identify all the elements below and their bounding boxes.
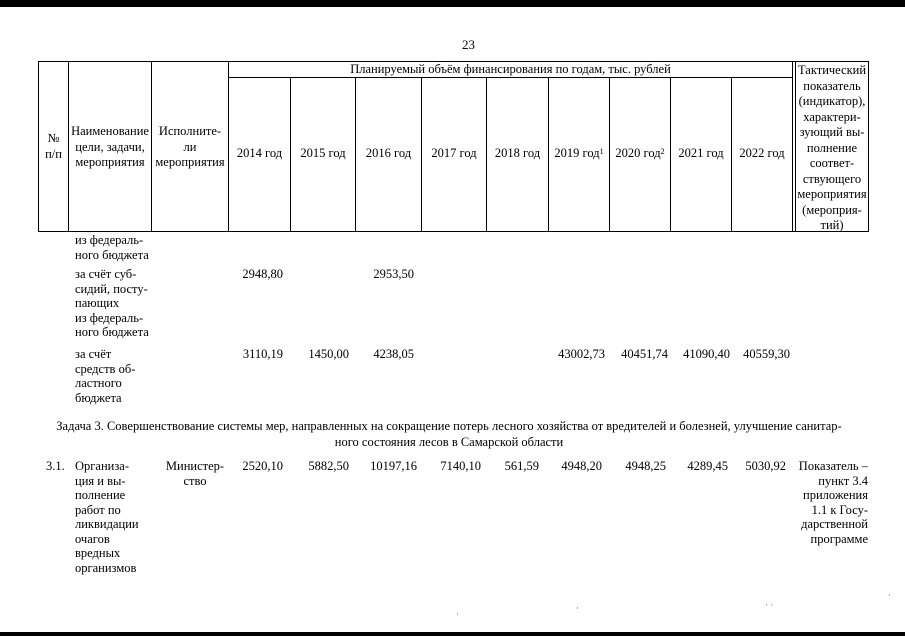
header-year-2015: 2015 год	[300, 146, 346, 160]
bottom-border	[0, 632, 905, 636]
header-num: № п/п	[45, 131, 62, 161]
row-regional-2019: 43002,73	[558, 347, 605, 361]
header-year-2022: 2022 год	[739, 146, 785, 160]
item31-2014: 2520,10	[242, 459, 283, 473]
header-year-2021: 2021 год	[678, 146, 724, 160]
scan-speck: ·	[456, 609, 459, 619]
row-regional-name: за счёт средств об- ластного бюджета	[75, 347, 136, 405]
task3-heading: Задача 3. Совершенствование системы мер, направленных на сокращение потерь лесного хозяйства от вредителей и болезней, улучшение санитар- ного состояния лесов в Самарской области	[56, 419, 842, 449]
header-year-2014: 2014 год	[236, 146, 283, 160]
row-regional-2014: 3110,19	[242, 347, 283, 361]
item31-2018: 561,59	[504, 459, 539, 473]
item31-number: 3.1.	[46, 459, 65, 473]
header-name: Наименование цели, задачи, мероприятия	[71, 124, 149, 169]
scan-speck: · ·	[765, 600, 774, 610]
header-year-2017: 2017 год	[431, 146, 477, 160]
header-year-2020: 2020 год$^2$	[615, 146, 665, 160]
item31-2016: 10197,16	[370, 459, 417, 473]
row-subsidies-name: за счёт суб- сидий, посту- пающих из федераль- ного бюджета	[75, 267, 149, 339]
item31-2020: 4948,25	[625, 459, 666, 473]
header-funding-title: Планируемый объём финансирования по годам, тыс. рублей	[350, 62, 671, 76]
row-federal-name: из федераль- ного бюджета	[75, 233, 149, 262]
item31-2017: 7140,10	[440, 459, 481, 473]
item31-2021: 4289,45	[687, 459, 728, 473]
item31-name: Организа- ция и вы- полнение работ по ликвидации очагов вредных организмов	[75, 459, 139, 575]
scan-speck: ·	[576, 603, 579, 613]
row-subsidies-2016: 2953,50	[373, 267, 414, 281]
row-regional-2016: 4238,05	[373, 347, 414, 361]
item31-executor: Министер- ство	[165, 459, 225, 488]
header-executor: Исполните- ли мероприятия	[155, 124, 225, 169]
row-regional-2022: 40559,30	[743, 347, 790, 361]
header-year-2019: 2019 год$^1$	[554, 146, 604, 160]
row-regional-2021: 41090,40	[683, 347, 730, 361]
item31-2015: 5882,50	[308, 459, 349, 473]
item31-indicator: Показатель – пункт 3.4 приложения 1.1 к Госу- дарственной программе	[798, 459, 868, 546]
row-regional-2015: 1450,00	[308, 347, 349, 361]
item31-2022: 5030,92	[745, 459, 786, 473]
row-subsidies-2014: 2948,80	[242, 267, 283, 281]
row-regional-2020: 40451,74	[621, 347, 668, 361]
table-header	[0, 0, 905, 232]
scan-speck: ·	[888, 590, 891, 600]
header-indicator: Тактический показатель (индикатор), характери- зующий вы- полнение соответ- ствующего мероприятия (мероприя- тий)	[797, 63, 867, 232]
header-year-2016: 2016 год	[365, 146, 412, 160]
page-number: 23	[462, 37, 475, 52]
item31-2019: 4948,20	[561, 459, 602, 473]
header-year-2018: 2018 год	[494, 146, 541, 160]
